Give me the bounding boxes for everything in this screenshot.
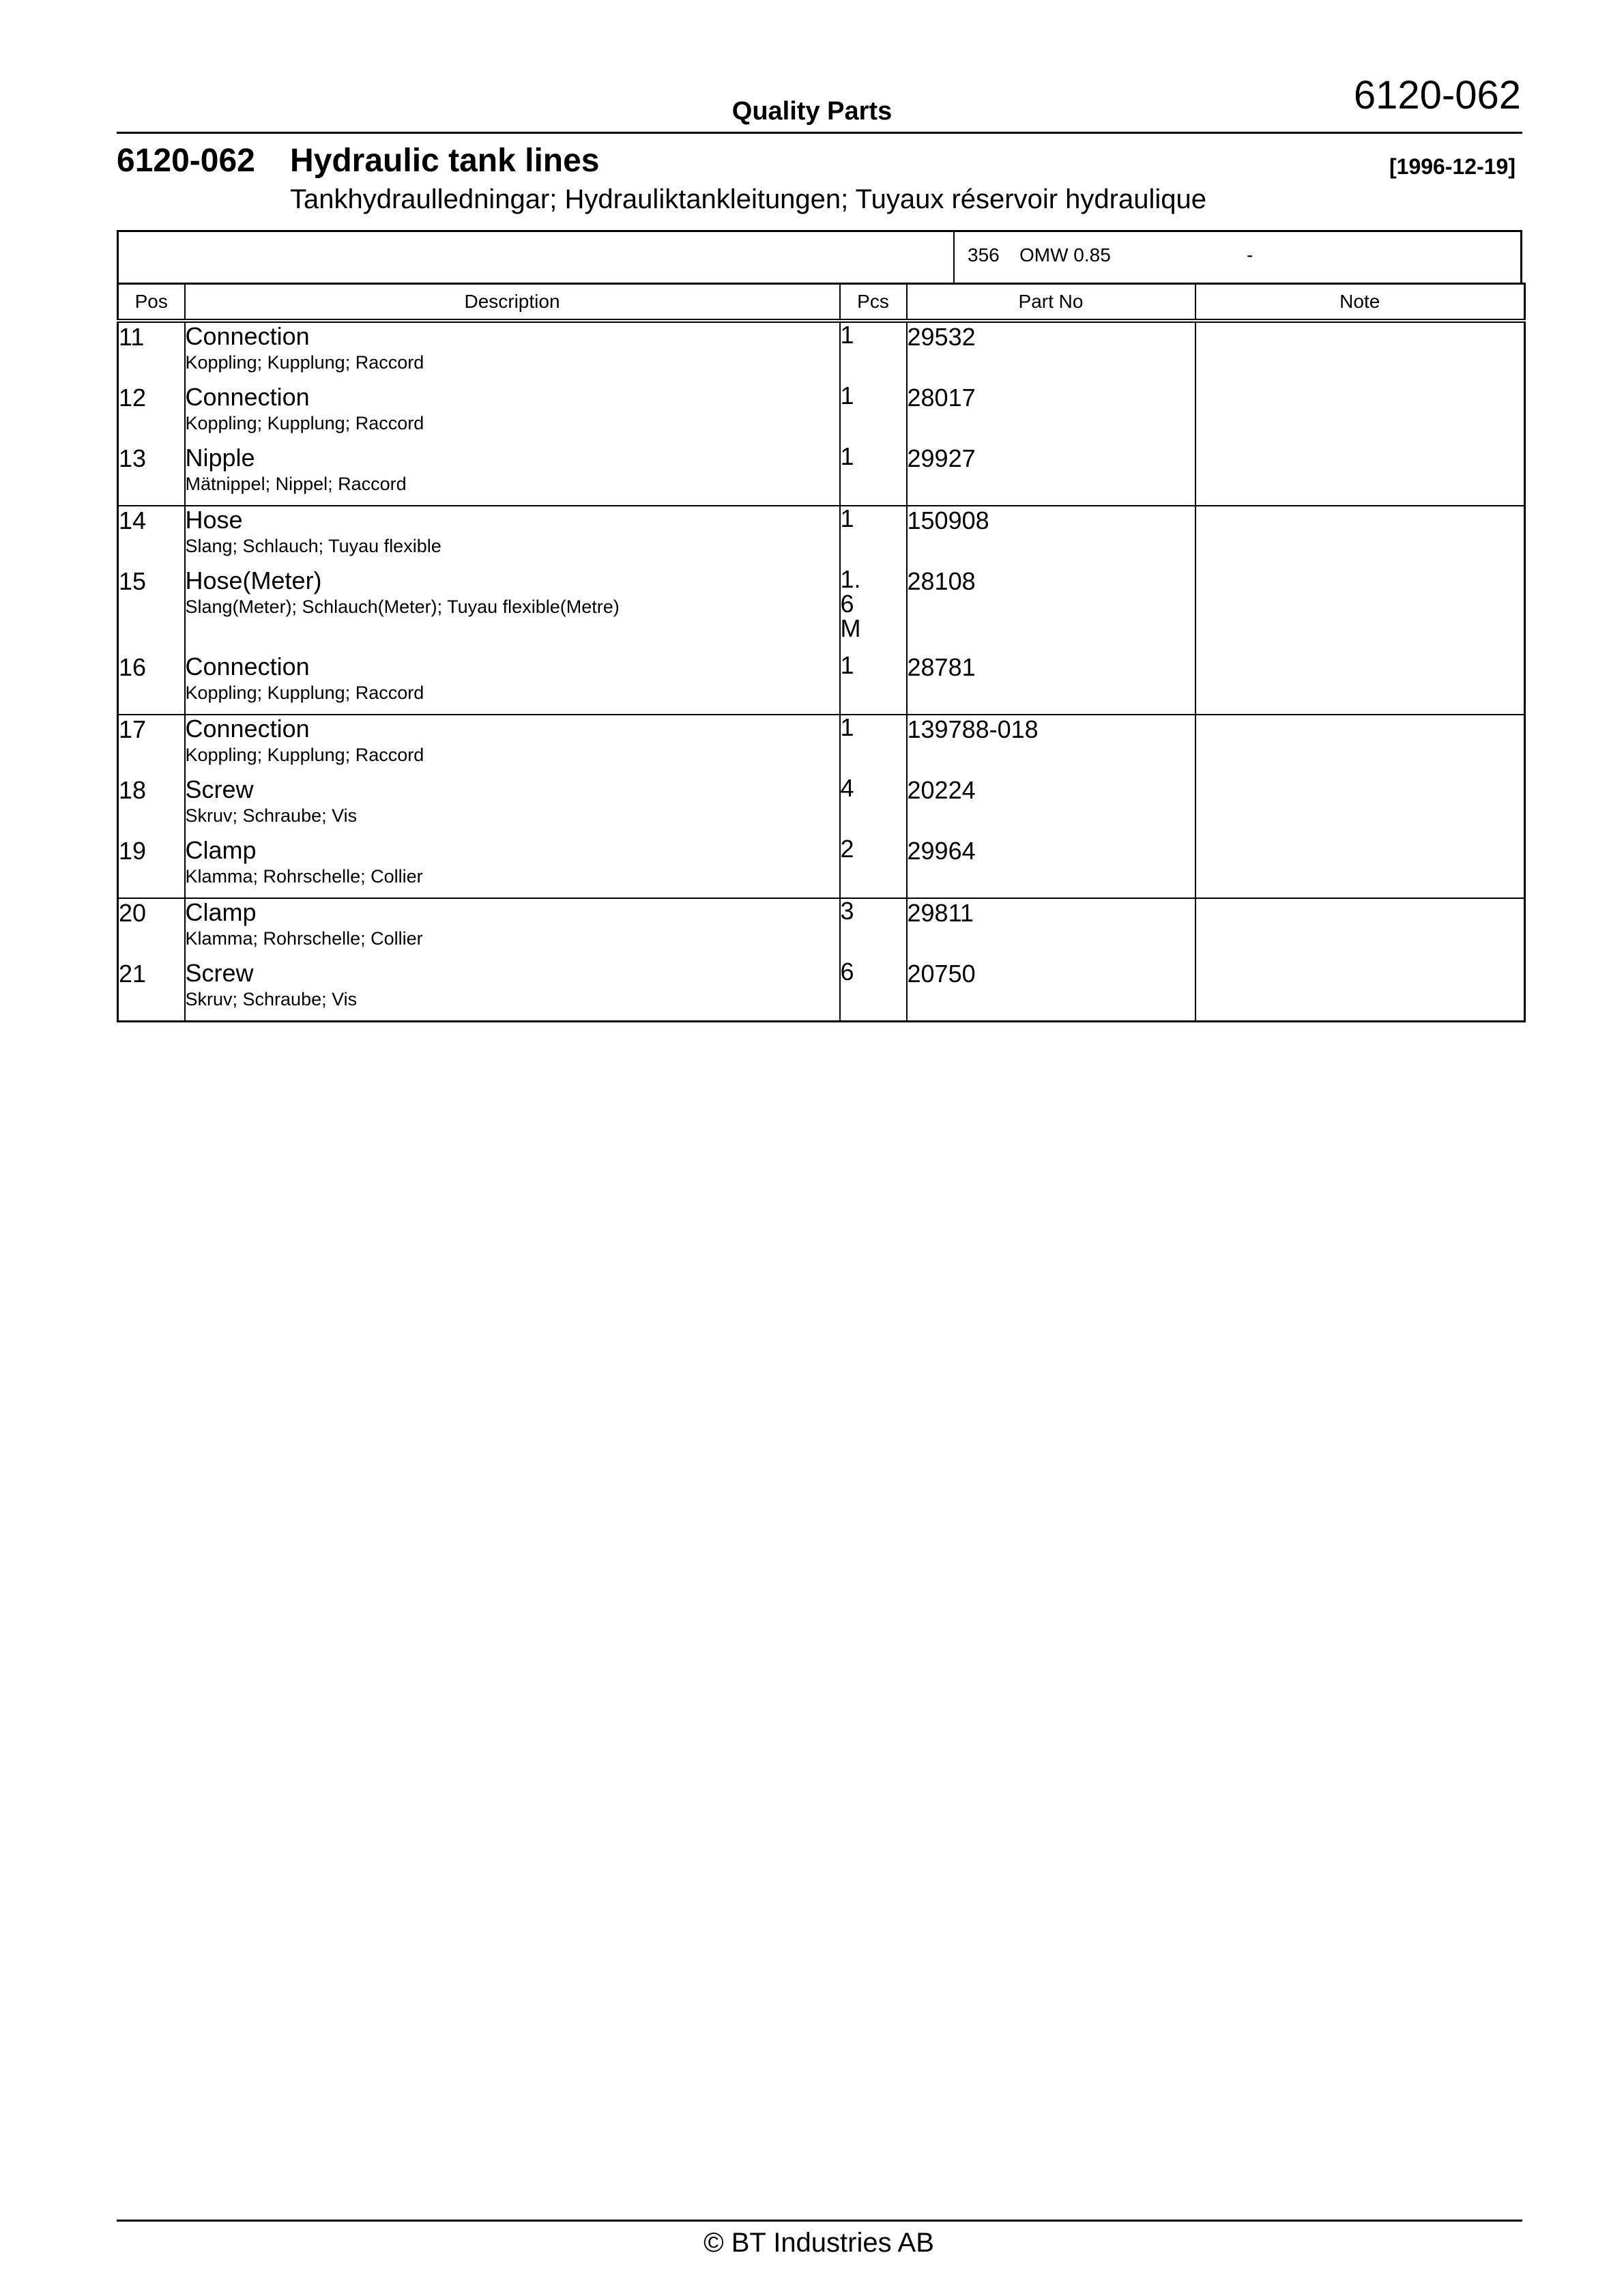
row-description <box>185 567 840 653</box>
row-pos: 21 <box>118 960 185 1022</box>
row-description-translations: Koppling; Kupplung; Raccord <box>185 745 424 765</box>
row-pos: 19 <box>118 837 185 898</box>
row-note <box>1195 444 1525 506</box>
row-description-en: Hose(Meter) <box>185 566 322 594</box>
row-description-translations: Klamma; Rohrschelle; Collier <box>185 928 423 949</box>
row-pcs: 1 <box>840 384 907 444</box>
page-header-title: Quality Parts <box>731 97 893 126</box>
column-header-part-no: Part No <box>907 284 1195 321</box>
table-row <box>118 653 1525 715</box>
row-pos: 18 <box>118 776 185 837</box>
row-description-translations: Klamma; Rohrschelle; Collier <box>185 866 423 887</box>
table-row <box>118 444 1525 506</box>
row-pcs: 1 <box>840 321 907 384</box>
row-note <box>1195 506 1525 567</box>
row-pos: 11 <box>118 321 185 384</box>
row-part-no: 150908 <box>907 506 1195 567</box>
row-description-en: Connection <box>185 652 310 680</box>
table-row <box>118 506 1525 567</box>
row-description-en: Screw <box>185 775 254 803</box>
row-description-translations: Slang; Schlauch; Tuyau flexible <box>185 536 441 556</box>
footer-rule <box>117 2220 1522 2222</box>
row-description <box>185 321 840 384</box>
row-description-en: Clamp <box>185 898 257 926</box>
column-header-description: Description <box>185 284 840 321</box>
row-part-no: 29532 <box>907 321 1195 384</box>
column-header-pcs: Pcs <box>840 284 907 321</box>
table-row <box>118 898 1525 960</box>
row-description-en: Connection <box>185 322 310 350</box>
info-divider <box>953 232 955 283</box>
parts-table-body <box>118 321 1525 1022</box>
row-description <box>185 444 840 506</box>
row-description-en: Connection <box>185 383 310 411</box>
table-row <box>118 776 1525 837</box>
row-pos: 12 <box>118 384 185 444</box>
row-note <box>1195 776 1525 837</box>
row-description-en: Hose <box>185 506 243 534</box>
row-note <box>1195 567 1525 653</box>
row-description <box>185 776 840 837</box>
section-title: Hydraulic tank lines <box>290 143 600 179</box>
row-pcs: 1 <box>840 444 907 506</box>
section-date: [1996-12-19] <box>1389 154 1516 179</box>
row-note <box>1195 898 1525 960</box>
document-number: 6120-062 <box>1353 73 1521 117</box>
table-row <box>118 567 1525 653</box>
row-part-no: 28781 <box>907 653 1195 715</box>
row-description-translations: Koppling; Kupplung; Raccord <box>185 413 424 433</box>
row-pcs: 2 <box>840 837 907 898</box>
row-pos: 14 <box>118 506 185 567</box>
row-description-translations: Skruv; Schraube; Vis <box>185 805 358 826</box>
row-description <box>185 653 840 715</box>
column-header-note: Note <box>1195 284 1525 321</box>
table-row <box>118 960 1525 1022</box>
serial-range: - <box>1247 244 1253 266</box>
row-note <box>1195 715 1525 776</box>
table-row <box>118 384 1525 444</box>
row-part-no: 29927 <box>907 444 1195 506</box>
row-pcs: 4 <box>840 776 907 837</box>
row-pos: 13 <box>118 444 185 506</box>
row-note <box>1195 653 1525 715</box>
model-variant: OMW 0.85 <box>1019 244 1111 266</box>
row-note <box>1195 321 1525 384</box>
row-pos: 15 <box>118 567 185 653</box>
row-part-no: 29811 <box>907 898 1195 960</box>
table-row <box>118 837 1525 898</box>
table-row <box>118 715 1525 776</box>
row-pcs: 1 <box>840 653 907 715</box>
row-description <box>185 506 840 567</box>
row-description-translations: Koppling; Kupplung; Raccord <box>185 352 424 373</box>
row-description <box>185 960 840 1022</box>
footer-copyright: © BT Industries AB <box>704 2228 934 2258</box>
row-description-translations: Skruv; Schraube; Vis <box>185 989 358 1009</box>
row-note <box>1195 960 1525 1022</box>
row-note <box>1195 384 1525 444</box>
row-pcs: 1 <box>840 506 907 567</box>
row-part-no: 20750 <box>907 960 1195 1022</box>
row-description <box>185 715 840 776</box>
row-part-no: 139788-018 <box>907 715 1195 776</box>
row-description-translations: Slang(Meter); Schlauch(Meter); Tuyau flexible(Metre) <box>185 597 620 617</box>
row-part-no: 28017 <box>907 384 1195 444</box>
parts-table-header <box>118 284 1525 321</box>
model-number: 356 <box>968 244 1000 266</box>
row-pcs: 3 <box>840 898 907 960</box>
row-description-translations: Koppling; Kupplung; Raccord <box>185 683 424 703</box>
row-description-en: Screw <box>185 959 254 987</box>
row-pcs: 6 <box>840 960 907 1022</box>
model-info-box <box>117 230 1522 285</box>
row-pcs: 1. 6 M <box>840 567 907 653</box>
row-description <box>185 837 840 898</box>
section-number: 6120-062 <box>117 143 255 179</box>
row-note <box>1195 837 1525 898</box>
section-subtitle: Tankhydraulledningar; Hydrauliktankleitungen; Tuyaux réservoir hydraulique <box>290 184 1206 214</box>
row-pos: 16 <box>118 653 185 715</box>
row-description <box>185 384 840 444</box>
table-row <box>118 321 1525 384</box>
row-part-no: 29964 <box>907 837 1195 898</box>
column-header-pos: Pos <box>118 284 185 321</box>
row-description-en: Connection <box>185 715 310 743</box>
row-part-no: 28108 <box>907 567 1195 653</box>
row-description-en: Nipple <box>185 444 255 472</box>
parts-table <box>117 283 1526 1022</box>
row-pos: 20 <box>118 898 185 960</box>
row-pos: 17 <box>118 715 185 776</box>
row-part-no: 20224 <box>907 776 1195 837</box>
row-pcs: 1 <box>840 715 907 776</box>
row-description-en: Clamp <box>185 836 257 864</box>
header-rule <box>117 132 1522 134</box>
row-description-translations: Mätnippel; Nippel; Raccord <box>185 474 407 494</box>
row-description <box>185 898 840 960</box>
